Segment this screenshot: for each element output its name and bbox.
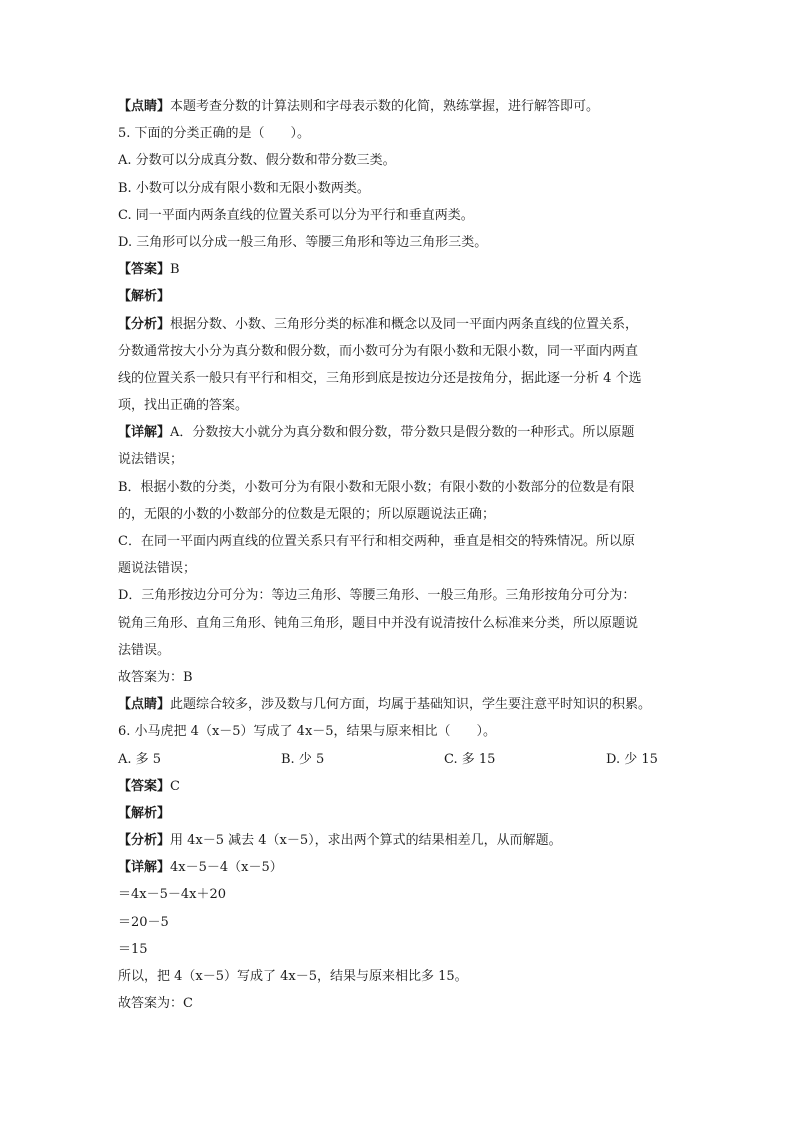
q6-options — [118, 746, 680, 773]
answer-tag: 【答案】 — [118, 262, 171, 278]
q5-answer-line — [118, 256, 680, 283]
q4-dianjing-line — [118, 93, 680, 120]
q6-option-b: B. 少 5 — [281, 751, 325, 767]
q5-detail-b-line2: 的，无限的小数的小数部分的位数是无限的；所以原题说法正确； — [118, 506, 496, 522]
q5-stem: 5. 下面的分类正确的是（ ）。 — [118, 126, 311, 142]
q6-conclusion: 所以，把 4（x－5）写成了 4x－5，结果与原来相比多 15。 — [118, 969, 468, 984]
q5-detail-c-line2: 题说法错误； — [118, 561, 197, 577]
document-page — [118, 93, 680, 1017]
dianjing-tag: 【点睛】 — [118, 697, 171, 713]
fenxi-tag: 【分析】 — [118, 833, 171, 849]
q5-detail-a-line2: 说法错误； — [118, 452, 184, 468]
answer-value: C — [170, 778, 180, 794]
q5-analysis-heading: 【解析】 — [118, 289, 171, 305]
q5-final-answer: 故答案为：B — [118, 669, 193, 685]
q5-fenxi-line3: 线的位置关系一般只有平行和相交，三角形到底是按边分还是按角分，据此逐一分析 4 个选 — [118, 370, 642, 386]
q5-fenxi-line4: 项，找出正确的答案。 — [118, 398, 249, 414]
q5-detail-c-line1: C．在同一平面内两直线的位置关系只有平行和相交两种，垂直是相交的特殊情况。所以原 — [118, 534, 635, 549]
fenxi-text: 用 4x－5 减去 4（x－5），求出两个算式的结果相差几，从而解题。 — [170, 833, 562, 849]
q5-detail-a-line1 — [118, 419, 680, 446]
q6-calc-line1 — [118, 854, 680, 881]
q6-final-answer: 故答案为：C — [118, 996, 193, 1012]
dianjing-text: 此题综合较多，涉及数与几何方面，均属于基础知识，学生要注意平时知识的积累。 — [170, 697, 652, 713]
q5-option-c: C. 同一平面内两条直线的位置关系可以分为平行和垂直两类。 — [118, 207, 474, 223]
q5-detail-d-line1: D．三角形按边分可分为：等边三角形、等腰三角形、一般三角形。三角形按角分可分为： — [118, 588, 636, 604]
q6-calc-line3: ＝20－5 — [118, 914, 169, 930]
xiangjie-tag: 【详解】 — [118, 425, 171, 441]
q5-dianjing-line — [118, 691, 680, 718]
q5-option-b: B. 小数可以分成有限小数和无限小数两类。 — [118, 180, 370, 196]
q5-detail-d-line2: 锐角三角形、直角三角形、钝角三角形，题目中并没有说清按什么标准来分类，所以原题说 — [118, 615, 639, 631]
q6-analysis-heading: 【解析】 — [118, 805, 171, 821]
q5-option-d: D. 三角形可以分成一般三角形、等腰三角形和等边三角形三类。 — [118, 234, 488, 250]
q6-calc-line2: ＝4x－5－4x＋20 — [118, 887, 227, 903]
dianjing-text: 本题考查分数的计算法则和字母表示数的化简，熟练掌握，进行解答即可。 — [170, 99, 600, 114]
answer-value: B — [170, 262, 180, 278]
q5-detail-b-line1: B．根据小数的分类，小数可分为有限小数和无限小数；有限小数的小数部分的位数是有限 — [118, 479, 635, 495]
calc-text: 4x－5－4（x－5） — [170, 860, 283, 876]
q5-fenxi-line2: 分数通常按大小分为真分数和假分数，而小数可分为有限小数和无限小数，同一平面内两直 — [118, 343, 639, 359]
q6-calc-line4: ＝15 — [118, 941, 148, 957]
dianjing-tag: 【点睛】 — [118, 99, 171, 114]
q5-fenxi-line1 — [118, 311, 680, 338]
q6-fenxi-line — [118, 827, 680, 854]
q5-detail-d-line3: 法错误。 — [118, 642, 171, 658]
detail-text: A．分数按大小就分为真分数和假分数，带分数只是假分数的一种形式。所以原题 — [170, 425, 635, 441]
fenxi-text: 根据分数、小数、三角形分类的标准和概念以及同一平面内两条直线的位置关系， — [170, 316, 639, 332]
answer-tag: 【答案】 — [118, 778, 171, 794]
q5-option-a: A. 分数可以分成真分数、假分数和带分数三类。 — [118, 153, 396, 169]
xiangjie-tag: 【详解】 — [118, 860, 171, 876]
q6-option-c: C. 多 15 — [444, 751, 496, 767]
q6-stem: 6. 小马虎把 4（x－5）写成了 4x－5，结果与原来相比（ ）。 — [118, 724, 497, 740]
q6-answer-line — [118, 773, 680, 800]
fenxi-tag: 【分析】 — [118, 316, 171, 332]
q6-option-a: A. 多 5 — [118, 751, 162, 767]
q6-option-d: D. 少 15 — [606, 751, 658, 767]
